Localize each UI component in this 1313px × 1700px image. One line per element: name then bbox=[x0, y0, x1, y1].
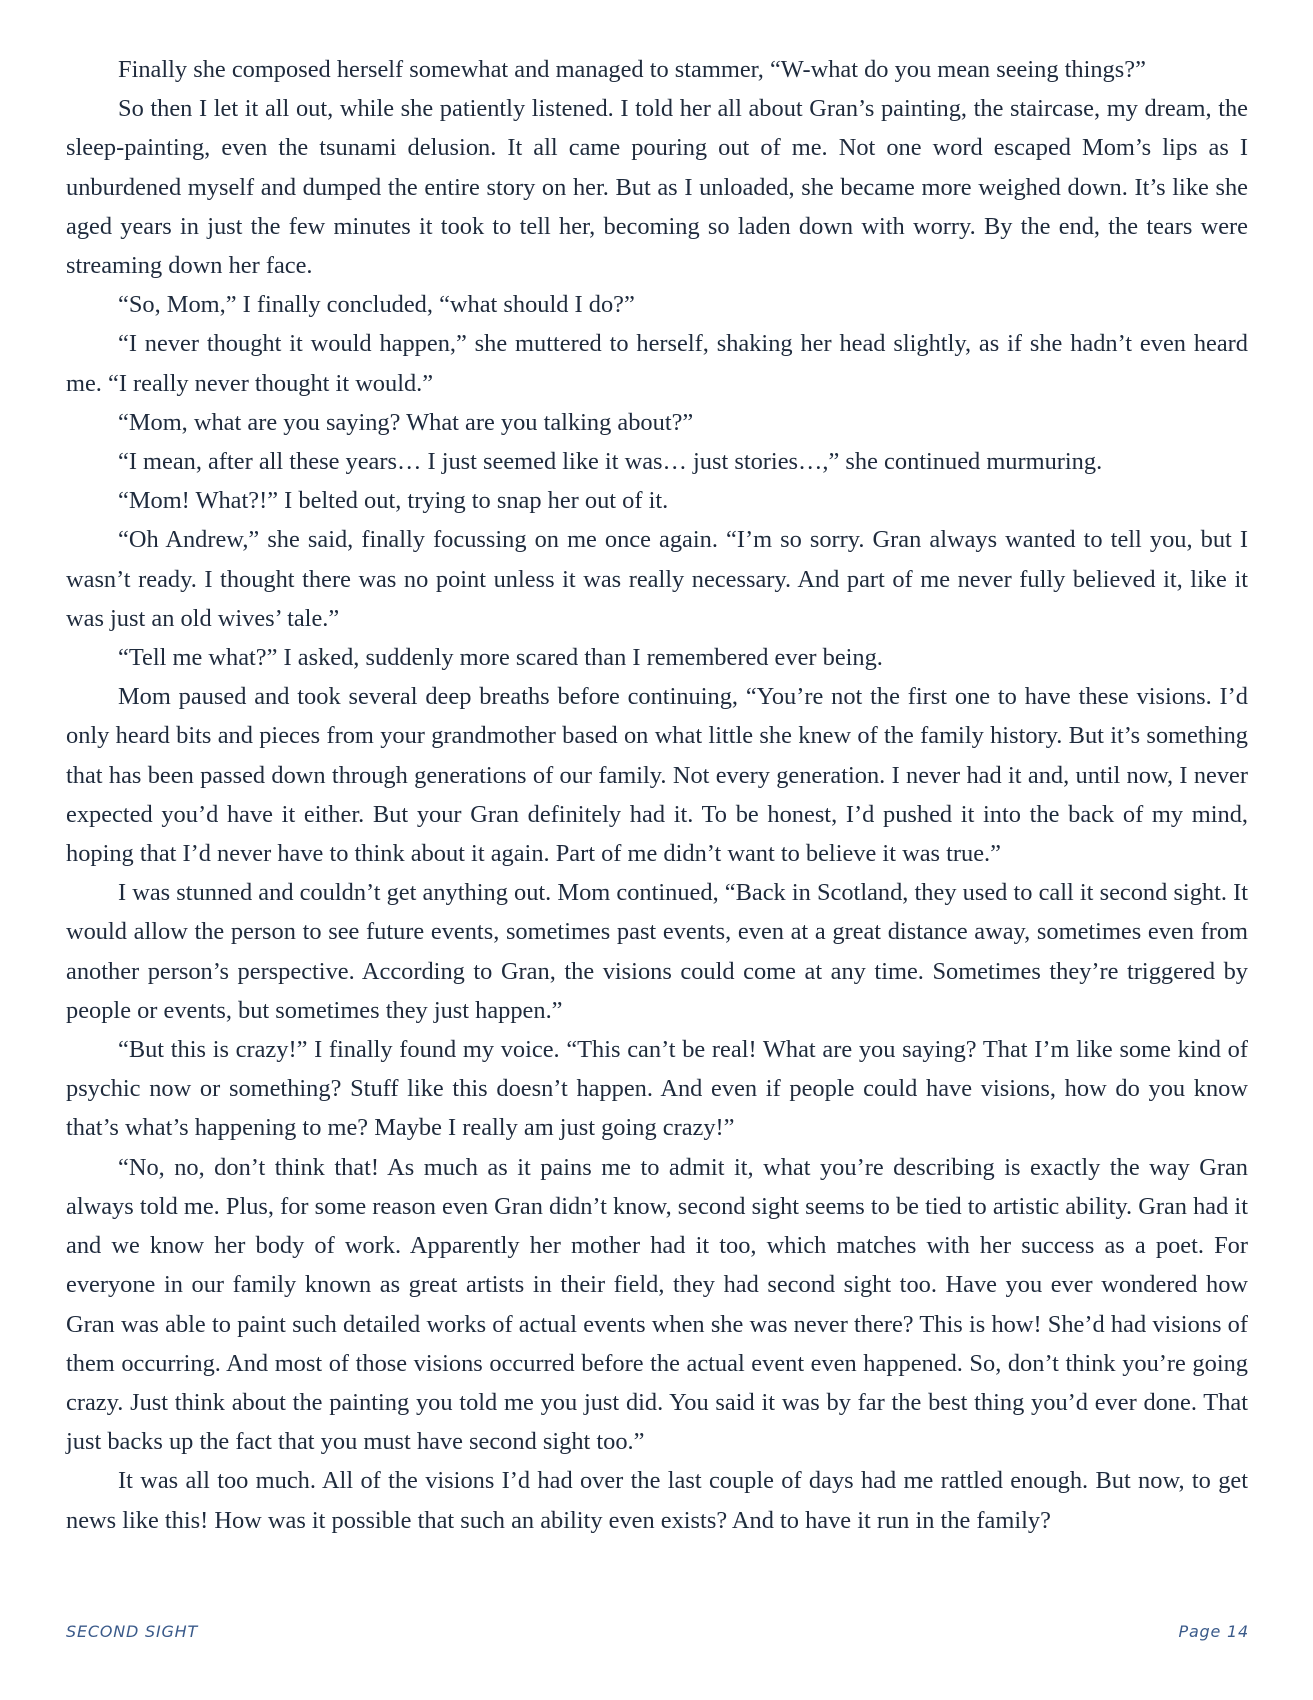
paragraph: “So, Mom,” I finally concluded, “what should I do?” bbox=[118, 291, 635, 319]
page-body bbox=[66, 50, 1248, 1610]
paragraph: “No, no, don’t think that! As much as it pains me to admit it, what you’re describing is exactly the way Gran always told me. Plus, for some reason even Gran didn’t know, second sight seems to be tied to artistic ability. Gran had it and we know her body of work. Apparently her mother had it too, which matches with her success as a poet. For everyone in our family known as great artists in their field, they had second sight too. Have you ever wondered how Gran was able to paint such detailed works of actual events when she was never there? This is how! She’d had visions of them occurring. And most of those visions occurred before the actual event even happened. So, don’t think you’re going crazy. Just think about the painting you told me you just did. You said it was by far the best thing you’d ever done. That just backs up the fact that you must have second sight too.” bbox=[66, 1153, 1248, 1456]
paragraph: “Oh Andrew,” she said, finally focussing on me once again. “I’m so sorry. Gran always wanted to tell you, but I wasn’t ready. I thought there was no point unless it was really necessary. And part of me never fully believed it, like it was just an old wives’ tale.” bbox=[66, 526, 1248, 632]
paragraph: I was stunned and couldn’t get anything out. Mom continued, “Back in Scotland, they used to call it second sight. It would allow the person to see future events, sometimes past events, even at a great distance away, sometimes even from another person’s perspective. According to Gran, the visions could come at any time. Sometimes they’re triggered by people or events, but sometimes they just happen.” bbox=[66, 879, 1248, 1024]
paragraph: Mom paused and took several deep breaths before continuing, “You’re not the first one to have these visions. I’d only heard bits and pieces from your grandmother based on what little she knew of the family history. But it’s something that has been passed down through generations of our family. Not every generation. I never had it and, until now, I never expected you’d have it either. But your Gran definitely had it. To be honest, I’d pushed it into the back of my mind, hoping that I’d never have to think about it again. Part of me didn’t want to believe it was true.” bbox=[66, 683, 1248, 868]
paragraph: “Mom, what are you saying? What are you talking about?” bbox=[118, 408, 694, 436]
paragraph: “But this is crazy!” I finally found my voice. “This can’t be real! What are you saying? That I’m like some kind of psychic now or something? Stuff like this doesn’t happen. And even if people could have visions, how do you know that’s what’s happening to me? Maybe I really am just going crazy!” bbox=[66, 1036, 1248, 1142]
paragraph: It was all too much. All of the visions I’d had over the last couple of days had me rattled enough. But now, to get news like this! How was it possible that such an ability even exists? And to have it run in the family? bbox=[66, 1467, 1248, 1534]
page-footer bbox=[66, 1622, 1249, 1646]
page-number: Page 14 bbox=[1178, 1622, 1249, 1641]
book-title: SECOND SIGHT bbox=[66, 1622, 199, 1641]
paragraph: “I mean, after all these years… I just seemed like it was… just stories…,” she continued murmuring. bbox=[118, 448, 1103, 476]
paragraph: “I never thought it would happen,” she muttered to herself, shaking her head slightly, as if she hadn’t even heard me. “I really never thought it would.” bbox=[66, 330, 1248, 397]
paragraph: “Tell me what?” I asked, suddenly more scared than I remembered ever being. bbox=[118, 644, 883, 672]
paragraph: Finally she composed herself somewhat and managed to stammer, “W-what do you mean seeing things?” bbox=[118, 56, 1146, 83]
story-text bbox=[66, 50, 1248, 1540]
paragraph: “Mom! What?!” I belted out, trying to snap her out of it. bbox=[118, 487, 669, 515]
paragraph: So then I let it all out, while she patiently listened. I told her all about Gran’s painting, the staircase, my dream, the sleep-painting, even the tsunami delusion. It all came pouring out of me. Not one word escaped Mom’s lips as I unburdened myself and dumped the entire story on her. But as I unloaded, she became more weighed down. It’s like she aged years in just the few minutes it took to tell her, becoming so laden down with worry. By the end, the tears were streaming down her face. bbox=[66, 95, 1248, 280]
